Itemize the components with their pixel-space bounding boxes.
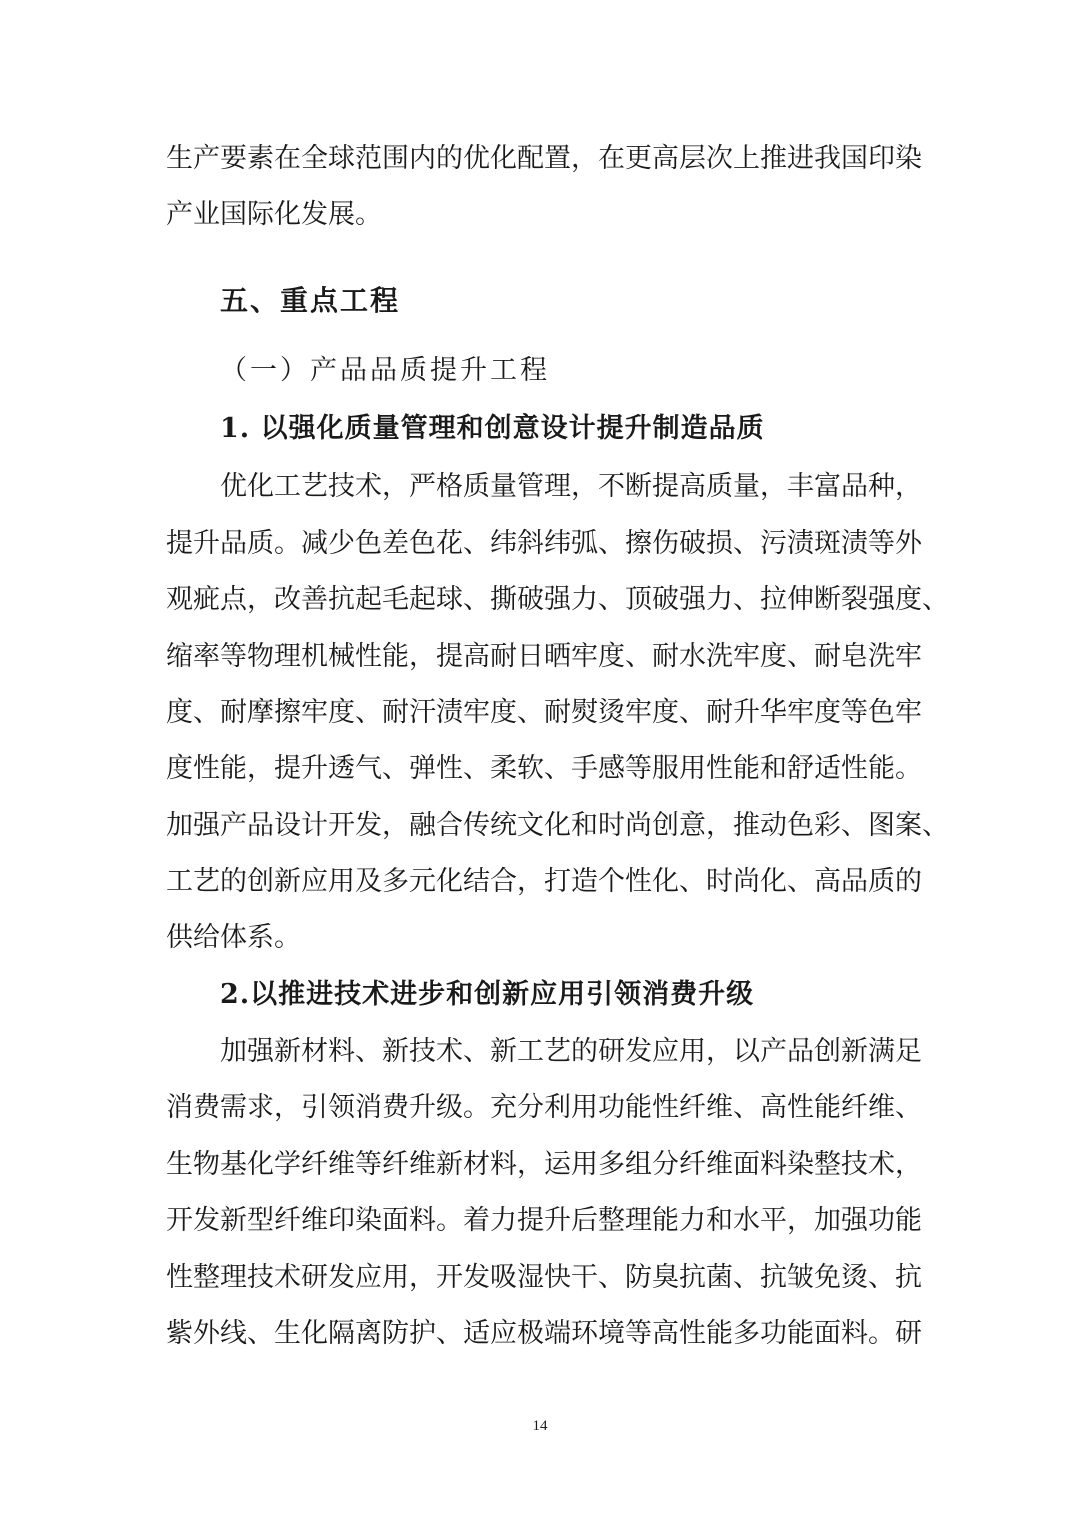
item2-line-2: 消费需求，引领消费升级。充分利用功能性纤维、高性能纤维、	[166, 1092, 922, 1123]
intro-line-1: 生产要素在全球范围内的优化配置，在更高层次上推进我国印染	[166, 143, 922, 174]
item2-line-6: 紫外线、生化隔离防护、适应极端环境等高性能多功能面料。研	[166, 1318, 922, 1349]
item2-line-3: 生物基化学纤维等纤维新材料，运用多组分纤维面料染整技术，	[166, 1149, 922, 1180]
item1-line-9: 供给体系。	[166, 922, 301, 953]
item2-line-4: 开发新型纤维印染面料。着力提升后整理能力和水平，加强功能	[166, 1205, 922, 1236]
item1-title: 1. 以强化质量管理和创意设计提升制造品质	[220, 413, 765, 444]
item2-title: 2.以推进技术进步和创新应用引领消费升级	[220, 979, 755, 1010]
item1-line-7: 加强产品设计开发，融合传统文化和时尚创意，推动色彩、图案、	[166, 810, 949, 841]
subsection-title: （一）产品品质提升工程	[220, 355, 550, 386]
item1-line-4: 缩率等物理机械性能，提高耐日晒牢度、耐水洗牢度、耐皂洗牢	[166, 641, 922, 672]
page-number: 14	[532, 1418, 548, 1434]
item1-line-3: 观疵点，改善抗起毛起球、撕破强力、顶破强力、拉伸断裂强度、	[166, 584, 949, 615]
item2-line-1: 加强新材料、新技术、新工艺的研发应用，以产品创新满足	[220, 1036, 922, 1067]
intro-line-2: 产业国际化发展。	[166, 199, 382, 230]
item1-line-2: 提升品质。减少色差色花、纬斜纬弧、擦伤破损、污渍斑渍等外	[166, 528, 922, 559]
item2-line-5: 性整理技术研发应用，开发吸湿快干、防臭抗菌、抗皱免烫、抗	[166, 1262, 922, 1293]
item1-line-1: 优化工艺技术，严格质量管理，不断提高质量，丰富品种，	[220, 471, 922, 502]
item1-line-8: 工艺的创新应用及多元化结合，打造个性化、时尚化、高品质的	[166, 866, 922, 897]
item1-line-5: 度、耐摩擦牢度、耐汗渍牢度、耐熨烫牢度、耐升华牢度等色牢	[166, 697, 922, 728]
section-title: 五、重点工程	[220, 284, 401, 317]
item1-line-6: 度性能，提升透气、弹性、柔软、手感等服用性能和舒适性能。	[166, 753, 922, 784]
